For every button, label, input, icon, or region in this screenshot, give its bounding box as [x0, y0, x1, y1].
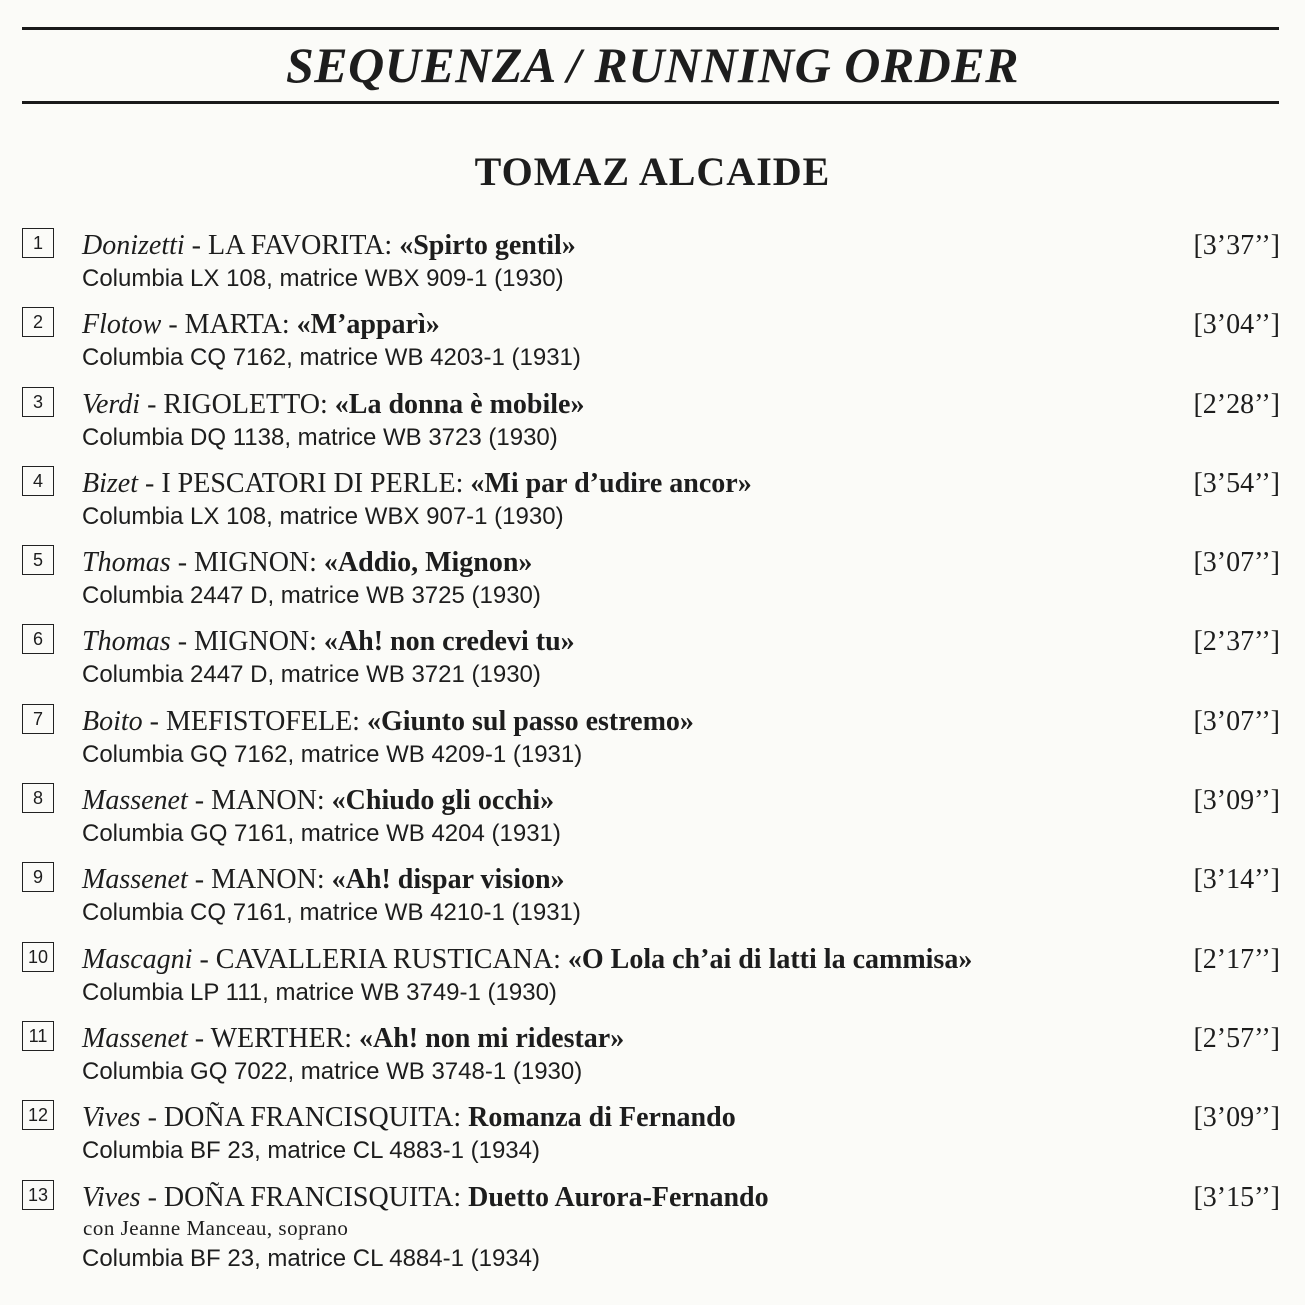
track-row — [22, 541, 1282, 620]
track-title — [82, 389, 584, 421]
separator: - — [161, 309, 185, 341]
track-number: 12 — [22, 1100, 54, 1130]
track-number: 9 — [22, 862, 54, 892]
composer: Mascagni — [82, 943, 193, 975]
track-number: 13 — [22, 1180, 54, 1210]
recording-info: Columbia 2447 D, matrice WB 3721 (1930) — [82, 661, 541, 689]
aria-title: «Ah! non mi ridestar» — [359, 1022, 625, 1054]
track-row — [22, 620, 1282, 699]
aria-title: Romanza di Fernando — [468, 1102, 736, 1134]
composer: Vives — [82, 1102, 141, 1134]
track-row — [22, 700, 1282, 779]
aria-title: «Ah! dispar vision» — [331, 864, 565, 896]
top-rule — [22, 27, 1279, 30]
composer: Massenet — [82, 864, 188, 896]
track-number: 8 — [22, 783, 54, 813]
separator: - — [187, 785, 212, 817]
work-title: I PESCATORI DI PERLE: — [161, 467, 471, 499]
recording-info: Columbia CQ 7162, matrice WB 4203-1 (1931) — [82, 344, 581, 372]
track-duration: [3’09’’] — [1193, 1102, 1280, 1134]
composer: Verdi — [82, 388, 141, 420]
recording-info: Columbia GQ 7162, matrice WB 4209-1 (1931) — [82, 740, 583, 768]
track-title — [82, 230, 576, 262]
separator: - — [140, 1181, 164, 1213]
aria-title: «La donna è mobile» — [334, 388, 585, 420]
track-duration: [3’04’’] — [1193, 309, 1280, 341]
track-duration: [2’17’’] — [1193, 943, 1280, 975]
separator: - — [142, 705, 166, 737]
work-title: MEFISTOFELE: — [166, 705, 367, 737]
work-title: RIGOLETTO: — [163, 388, 335, 420]
aria-title: «Spirto gentil» — [399, 230, 576, 261]
track-number: 1 — [22, 228, 54, 258]
track-title — [82, 944, 972, 976]
recording-info: Columbia LP 111, matrice WB 3749-1 (1930) — [82, 978, 557, 1006]
work-title: MARTA: — [184, 309, 297, 341]
recording-info: Columbia GQ 7161, matrice WB 4204 (1931) — [82, 820, 561, 848]
recording-info: Columbia CQ 7161, matrice WB 4210-1 (1931) — [82, 899, 581, 927]
track-list — [22, 224, 1282, 1272]
track-title — [82, 1102, 736, 1134]
track-row — [22, 1096, 1282, 1175]
track-row — [22, 779, 1282, 858]
track-title — [82, 706, 694, 738]
separator: - — [138, 467, 162, 499]
track-row — [22, 1017, 1282, 1096]
aria-title: «Chiudo gli occhi» — [331, 785, 555, 817]
separator: - — [184, 230, 208, 261]
work-title: CAVALLERIA RUSTICANA: — [215, 943, 568, 975]
aria-title: Duetto Aurora-Fernando — [468, 1181, 769, 1213]
track-row — [22, 303, 1282, 382]
track-title — [82, 547, 532, 579]
composer: Thomas — [82, 626, 171, 658]
composer: Massenet — [82, 785, 188, 817]
separator: - — [170, 547, 195, 579]
aria-title: «Addio, Mignon» — [323, 547, 533, 579]
track-title — [82, 864, 565, 896]
track-title — [82, 1182, 769, 1214]
track-row — [22, 224, 1282, 303]
separator: - — [187, 1022, 211, 1054]
recording-info: Columbia GQ 7022, matrice WB 3748-1 (1930) — [82, 1057, 583, 1085]
track-number: 6 — [22, 624, 54, 654]
track-number: 4 — [22, 466, 54, 496]
track-number: 10 — [22, 942, 54, 972]
track-number: 5 — [22, 545, 54, 575]
track-note: con Jeanne Manceau, soprano — [83, 1215, 349, 1240]
recording-info: Columbia LX 108, matrice WBX 909-1 (1930) — [82, 265, 564, 292]
composer: Bizet — [82, 467, 138, 499]
track-duration: [3’37’’] — [1193, 230, 1280, 261]
composer: Vives — [82, 1181, 141, 1213]
track-number: 3 — [22, 387, 54, 417]
recording-info: Columbia BF 23, matrice CL 4883-1 (1934) — [82, 1137, 540, 1165]
aria-title: «O Lola ch’ai di latti la cammisa» — [567, 943, 973, 975]
work-title: DOÑA FRANCISQUITA: — [163, 1102, 469, 1134]
track-title — [82, 309, 440, 341]
track-title — [82, 468, 752, 500]
composer: Massenet — [82, 1022, 188, 1054]
track-number: 2 — [22, 307, 54, 337]
work-title: MIGNON: — [194, 547, 324, 579]
bottom-rule — [22, 101, 1279, 104]
work-title: WERTHER: — [210, 1022, 360, 1054]
page-title: SEQUENZA / RUNNING ORDER — [286, 37, 1019, 93]
recording-info: Columbia 2447 D, matrice WB 3725 (1930) — [82, 582, 541, 610]
composer: Flotow — [82, 309, 162, 341]
composer: Boito — [82, 705, 143, 737]
composer: Donizetti — [82, 230, 185, 261]
artist-name: TOMAZ ALCAIDE — [474, 149, 831, 194]
recording-info: Columbia DQ 1138, matrice WB 3723 (1930) — [82, 423, 558, 451]
work-title: MIGNON: — [194, 626, 324, 658]
work-title: MANON: — [211, 864, 332, 896]
track-duration: [3’07’’] — [1193, 547, 1280, 579]
track-number: 11 — [22, 1021, 54, 1051]
track-duration: [3’15’’] — [1193, 1181, 1280, 1213]
composer: Thomas — [82, 547, 171, 579]
track-duration: [3’14’’] — [1193, 864, 1280, 896]
track-number: 7 — [22, 704, 54, 734]
separator: - — [170, 626, 195, 658]
track-duration: [3’07’’] — [1193, 705, 1280, 737]
track-row — [22, 938, 1282, 1017]
track-row — [22, 1176, 1282, 1272]
track-duration: [3’54’’] — [1193, 467, 1280, 499]
track-row — [22, 383, 1282, 462]
work-title: LA FAVORITA: — [208, 230, 400, 261]
track-duration: [2’37’’] — [1193, 626, 1280, 658]
aria-title: «M’apparì» — [296, 309, 440, 341]
recording-info: Columbia BF 23, matrice CL 4884-1 (1934) — [82, 1244, 540, 1272]
track-duration: [2’57’’] — [1193, 1022, 1280, 1054]
track-title — [82, 1023, 624, 1055]
track-title — [82, 785, 554, 817]
track-row — [22, 858, 1282, 937]
track-row — [22, 462, 1282, 541]
track-duration: [2’28’’] — [1193, 388, 1280, 420]
separator: - — [192, 943, 216, 975]
separator: - — [187, 864, 212, 896]
recording-info: Columbia LX 108, matrice WBX 907-1 (1930) — [82, 502, 564, 530]
track-title — [82, 626, 575, 658]
aria-title: «Giunto sul passo estremo» — [366, 705, 694, 737]
separator: - — [140, 1102, 164, 1134]
work-title: MANON: — [211, 785, 332, 817]
aria-title: «Ah! non credevi tu» — [323, 626, 575, 658]
separator: - — [140, 388, 164, 420]
aria-title: «Mi par d’udire ancor» — [470, 467, 752, 499]
work-title: DOÑA FRANCISQUITA: — [163, 1181, 469, 1213]
track-duration: [3’09’’] — [1193, 785, 1280, 817]
